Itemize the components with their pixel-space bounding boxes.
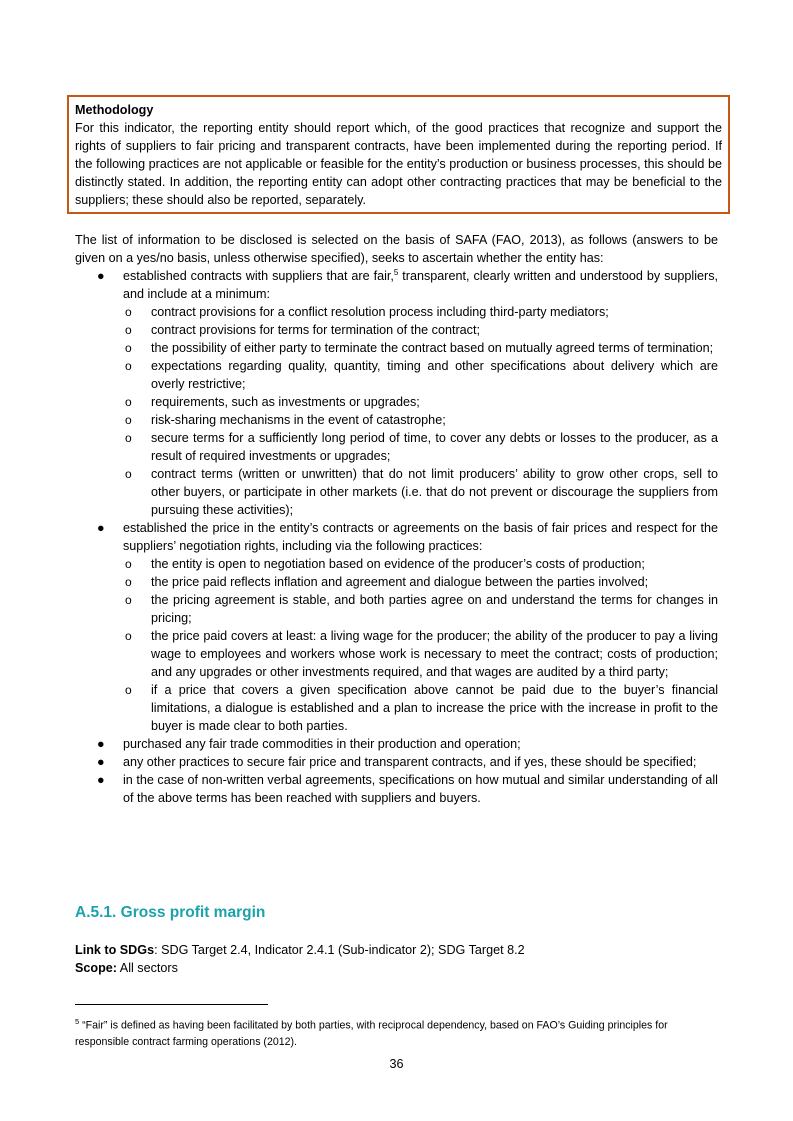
scope-line xyxy=(75,959,525,977)
scope-value: All sectors xyxy=(117,961,178,975)
sub-list-item xyxy=(123,321,718,339)
circle-bullet-icon: o xyxy=(125,431,132,445)
page-number: 36 xyxy=(389,1057,404,1071)
sub-list xyxy=(123,555,718,735)
circle-bullet-icon: o xyxy=(125,629,132,643)
sub-list-item-text: the pricing agreement is stable, and both parties agree on and understand the terms for changes in pricing; xyxy=(151,593,718,625)
list-item-text: purchased any fair trade commodities in their production and operation; xyxy=(123,737,521,751)
sub-list-item-text: if a price that covers a given specification above cannot be paid due to the buyer’s financial limitations, a dialogue is established and a plan to increase the price with the increase in profit to the buyer is made clear to both parties. xyxy=(151,683,718,733)
sub-list-item-text: the price paid reflects inflation and agreement and dialogue between the parties involved; xyxy=(151,575,649,589)
sub-list-item-text: contract provisions for a conflict resolution process including third-party mediators; xyxy=(151,305,609,319)
sub-list-item-text: the possibility of either party to terminate the contract based on mutually agreed terms of termination; xyxy=(151,341,714,355)
sub-list-item xyxy=(123,411,718,429)
sub-list-item-text: secure terms for a sufficiently long period of time, to cover any debts or losses to the producer, as a result of required investments or upgrades; xyxy=(151,431,718,463)
sub-list-item xyxy=(123,339,718,357)
sub-list-item xyxy=(123,591,718,627)
sub-list-item-text: risk-sharing mechanisms in the event of catastrophe; xyxy=(151,413,446,427)
sub-list-item-text: the price paid covers at least: a living wage for the producer; the ability of the producer to pay a living wage to employees and workers whose work is necessary to meet the contract; costs of production; and any upgrades or other investments required, and that wages are audited by a third party; xyxy=(151,629,718,679)
footnote-text: “Fair” is defined as having been facilitated by both parties, with reciprocal dependency, based on FAO’s Guiding principles for responsible contract farming operations (2012). xyxy=(75,1019,668,1048)
sdg-link-line xyxy=(75,941,525,959)
intro-paragraph: The list of information to be disclosed is selected on the basis of SAFA (FAO, 2013), as follows (answers to be given on a yes/no basis, unless otherwise specified), seeks to ascertain whether the entity has: xyxy=(75,233,718,265)
circle-bullet-icon: o xyxy=(125,593,132,607)
sub-list-item-text: contract provisions for terms for termination of the contract; xyxy=(151,323,480,337)
list-item-text: established contracts with suppliers that are fair, xyxy=(123,269,394,283)
sub-list-item xyxy=(123,357,718,393)
list-item-text: established the price in the entity’s contracts or agreements on the basis of fair prices and respect for the suppliers’ negotiation rights, including via the following practices: xyxy=(123,521,718,553)
circle-bullet-icon: o xyxy=(125,323,132,337)
circle-bullet-icon: o xyxy=(125,395,132,409)
list-item xyxy=(75,771,718,807)
circle-bullet-icon: o xyxy=(125,305,132,319)
methodology-box xyxy=(67,95,730,214)
scope-label: Scope: xyxy=(75,961,117,975)
sub-list-item xyxy=(123,303,718,321)
section-heading: A.5.1. Gross profit margin xyxy=(75,904,266,921)
list-item-text: any other practices to secure fair price and transparent contracts, and if yes, these should be specified; xyxy=(123,755,697,769)
sub-list-item xyxy=(123,681,718,735)
bullet-icon: ● xyxy=(97,521,105,535)
list-item xyxy=(75,735,718,753)
sub-list xyxy=(123,303,718,519)
footnote xyxy=(75,1014,718,1050)
list-item-text: in the case of non-written verbal agreements, specifications on how mutual and similar understanding of all of the above terms has been reached with suppliers and buyers. xyxy=(123,773,718,805)
list-item xyxy=(75,267,718,519)
sdg-link-label: Link to SDGs xyxy=(75,943,155,957)
methodology-title: Methodology xyxy=(75,103,154,117)
circle-bullet-icon: o xyxy=(125,341,132,355)
circle-bullet-icon: o xyxy=(125,359,132,373)
sub-list-item-text: the entity is open to negotiation based on evidence of the producer’s costs of production; xyxy=(151,557,645,571)
disclosure-list xyxy=(75,267,718,807)
methodology-text: For this indicator, the reporting entity should report which, of the good practices that recognize and support the rights of suppliers to fair pricing and transparent contracts, have been implemented during the reporting period. If the following practices are not applicable or feasible for the entity’s production or business processes, this should be distinctly stated. In addition, the reporting entity can adopt other contracting practices that may be beneficial to the suppliers; these should also be reported, separately. xyxy=(75,121,722,207)
sub-list-item xyxy=(123,393,718,411)
sub-list-item-text: expectations regarding quality, quantity, timing and other specifications about delivery which are overly restrictive; xyxy=(151,359,718,391)
sub-list-item xyxy=(123,429,718,465)
list-item xyxy=(75,753,718,771)
circle-bullet-icon: o xyxy=(125,575,132,589)
circle-bullet-icon: o xyxy=(125,683,132,697)
bullet-icon: ● xyxy=(97,269,105,283)
sub-list-item-text: contract terms (written or unwritten) that do not limit producers’ ability to grow other crops, sell to other buyers, or participate in other markets (i.e. that do not prevent or discourage the suppliers from pursuing these activities); xyxy=(151,467,718,517)
list-item xyxy=(75,519,718,735)
circle-bullet-icon: o xyxy=(125,467,132,481)
bullet-icon: ● xyxy=(97,773,105,787)
sub-list-item xyxy=(123,573,718,591)
footnote-separator xyxy=(75,1004,268,1005)
circle-bullet-icon: o xyxy=(125,413,132,427)
sub-list-item xyxy=(123,465,718,519)
indicator-meta xyxy=(75,941,525,977)
list-item-text: transparent, clearly written and understood by suppliers, and include at a minimum: xyxy=(123,269,718,301)
footnote-reference: 5 xyxy=(393,267,399,277)
footnote-number: 5 xyxy=(75,1017,80,1026)
sub-list-item-text: requirements, such as investments or upgrades; xyxy=(151,395,420,409)
bullet-icon: ● xyxy=(97,755,105,769)
sub-list-item xyxy=(123,627,718,681)
sub-list-item xyxy=(123,555,718,573)
sdg-link-value: : SDG Target 2.4, Indicator 2.4.1 (Sub-indicator 2); SDG Target 8.2 xyxy=(154,943,525,957)
bullet-icon: ● xyxy=(97,737,105,751)
circle-bullet-icon: o xyxy=(125,557,132,571)
